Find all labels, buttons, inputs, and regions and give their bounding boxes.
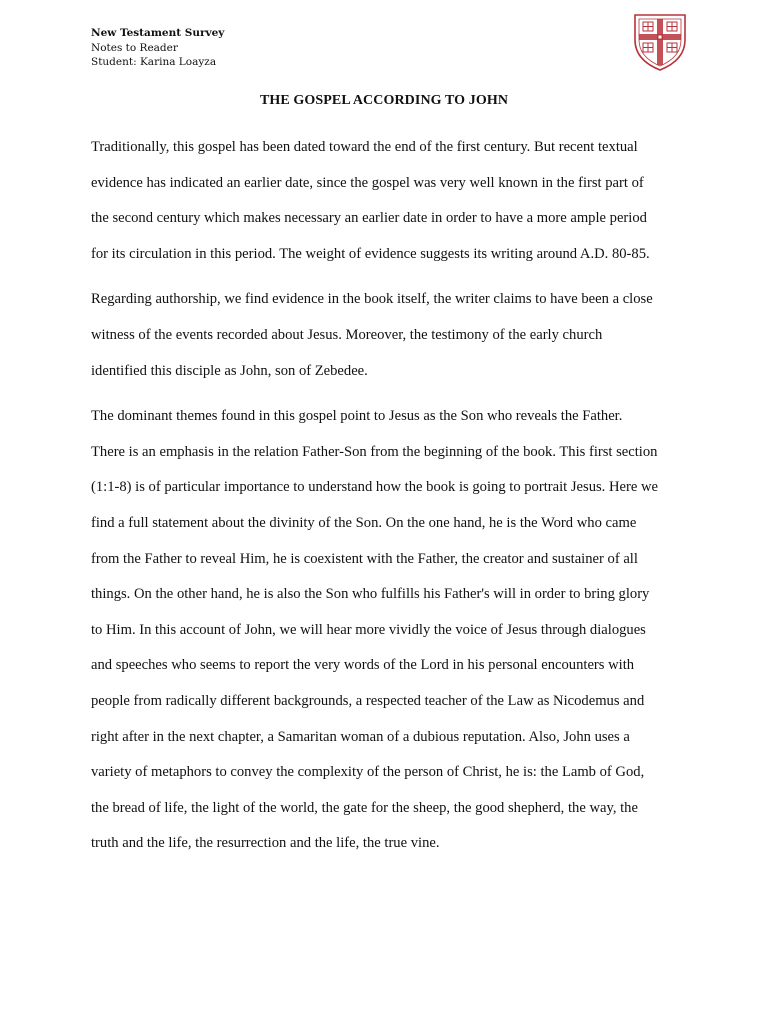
- course-title: New Testament Survey: [91, 27, 225, 39]
- text-line: variety of metaphors to convey the complexity of the person of Christ, he is: the Lamb of God,: [91, 764, 645, 781]
- text-line: for its circulation in this period. The weight of evidence suggests its writing around A.D. 80-85.: [91, 245, 650, 262]
- text-line: right after in the next chapter, a Samaritan woman of a dubious reputation. Also, John uses a: [91, 728, 630, 745]
- university-shield-crest-icon: [633, 12, 687, 72]
- paragraph: [91, 130, 691, 272]
- document-header: [91, 26, 224, 70]
- student-name: Student: Karina Loayza: [91, 56, 217, 68]
- paragraph: [91, 282, 691, 389]
- text-line: find a full statement about the divinity of the Son. On the one hand, he is the Word who came: [91, 514, 637, 531]
- document-title: THE GOSPEL ACCORDING TO JOHN: [259, 93, 509, 108]
- document-body: [91, 130, 691, 872]
- text-line: (1:1-8) is of particular importance to understand how the book is going to portrait Jesus. Here we: [91, 479, 658, 496]
- document-subtitle: Notes to Reader: [91, 41, 178, 54]
- text-line: truth and the life, the resurrection and the life, the true vine.: [91, 835, 440, 852]
- crest-svg: [633, 12, 687, 72]
- text-line: the second century which makes necessary an earlier date in order to have a more ample period: [91, 210, 647, 227]
- text-line: people from radically different backgrounds, a respected teacher of the Law as Nicodemus and: [91, 692, 645, 709]
- paragraph: [91, 399, 691, 862]
- text-line: The dominant themes found in this gospel point to Jesus as the Son who reveals the Father.: [91, 408, 623, 425]
- text-line: identified this disciple as John, son of Zebedee.: [91, 362, 368, 379]
- text-line: Traditionally, this gospel has been dated toward the end of the first century. But recent textual: [91, 139, 638, 155]
- text-line: evidence has indicated an earlier date, since the gospel was very well known in the first part of: [91, 174, 644, 191]
- text-line: witness of the events recorded about Jesus. Moreover, the testimony of the early church: [91, 326, 603, 343]
- text-line: and speeches who seems to report the very words of the Lord in his personal encounters with: [91, 657, 635, 674]
- text-line: the bread of life, the light of the world, the gate for the sheep, the good shepherd, the way, the: [91, 799, 638, 816]
- text-line: There is an emphasis in the relation Father-Son from the beginning of the book. This first section: [91, 443, 658, 460]
- text-line: from the Father to reveal Him, he is coexistent with the Father, the creator and sustainer of all: [91, 550, 638, 567]
- text-line: Regarding authorship, we find evidence in the book itself, the writer claims to have been a close: [91, 291, 653, 308]
- text-line: to Him. In this account of John, we will hear more vividly the voice of Jesus through dialogues: [91, 621, 646, 638]
- text-line: things. On the other hand, he is also the Son who fulfills his Father's will in order to bring glory: [91, 586, 650, 603]
